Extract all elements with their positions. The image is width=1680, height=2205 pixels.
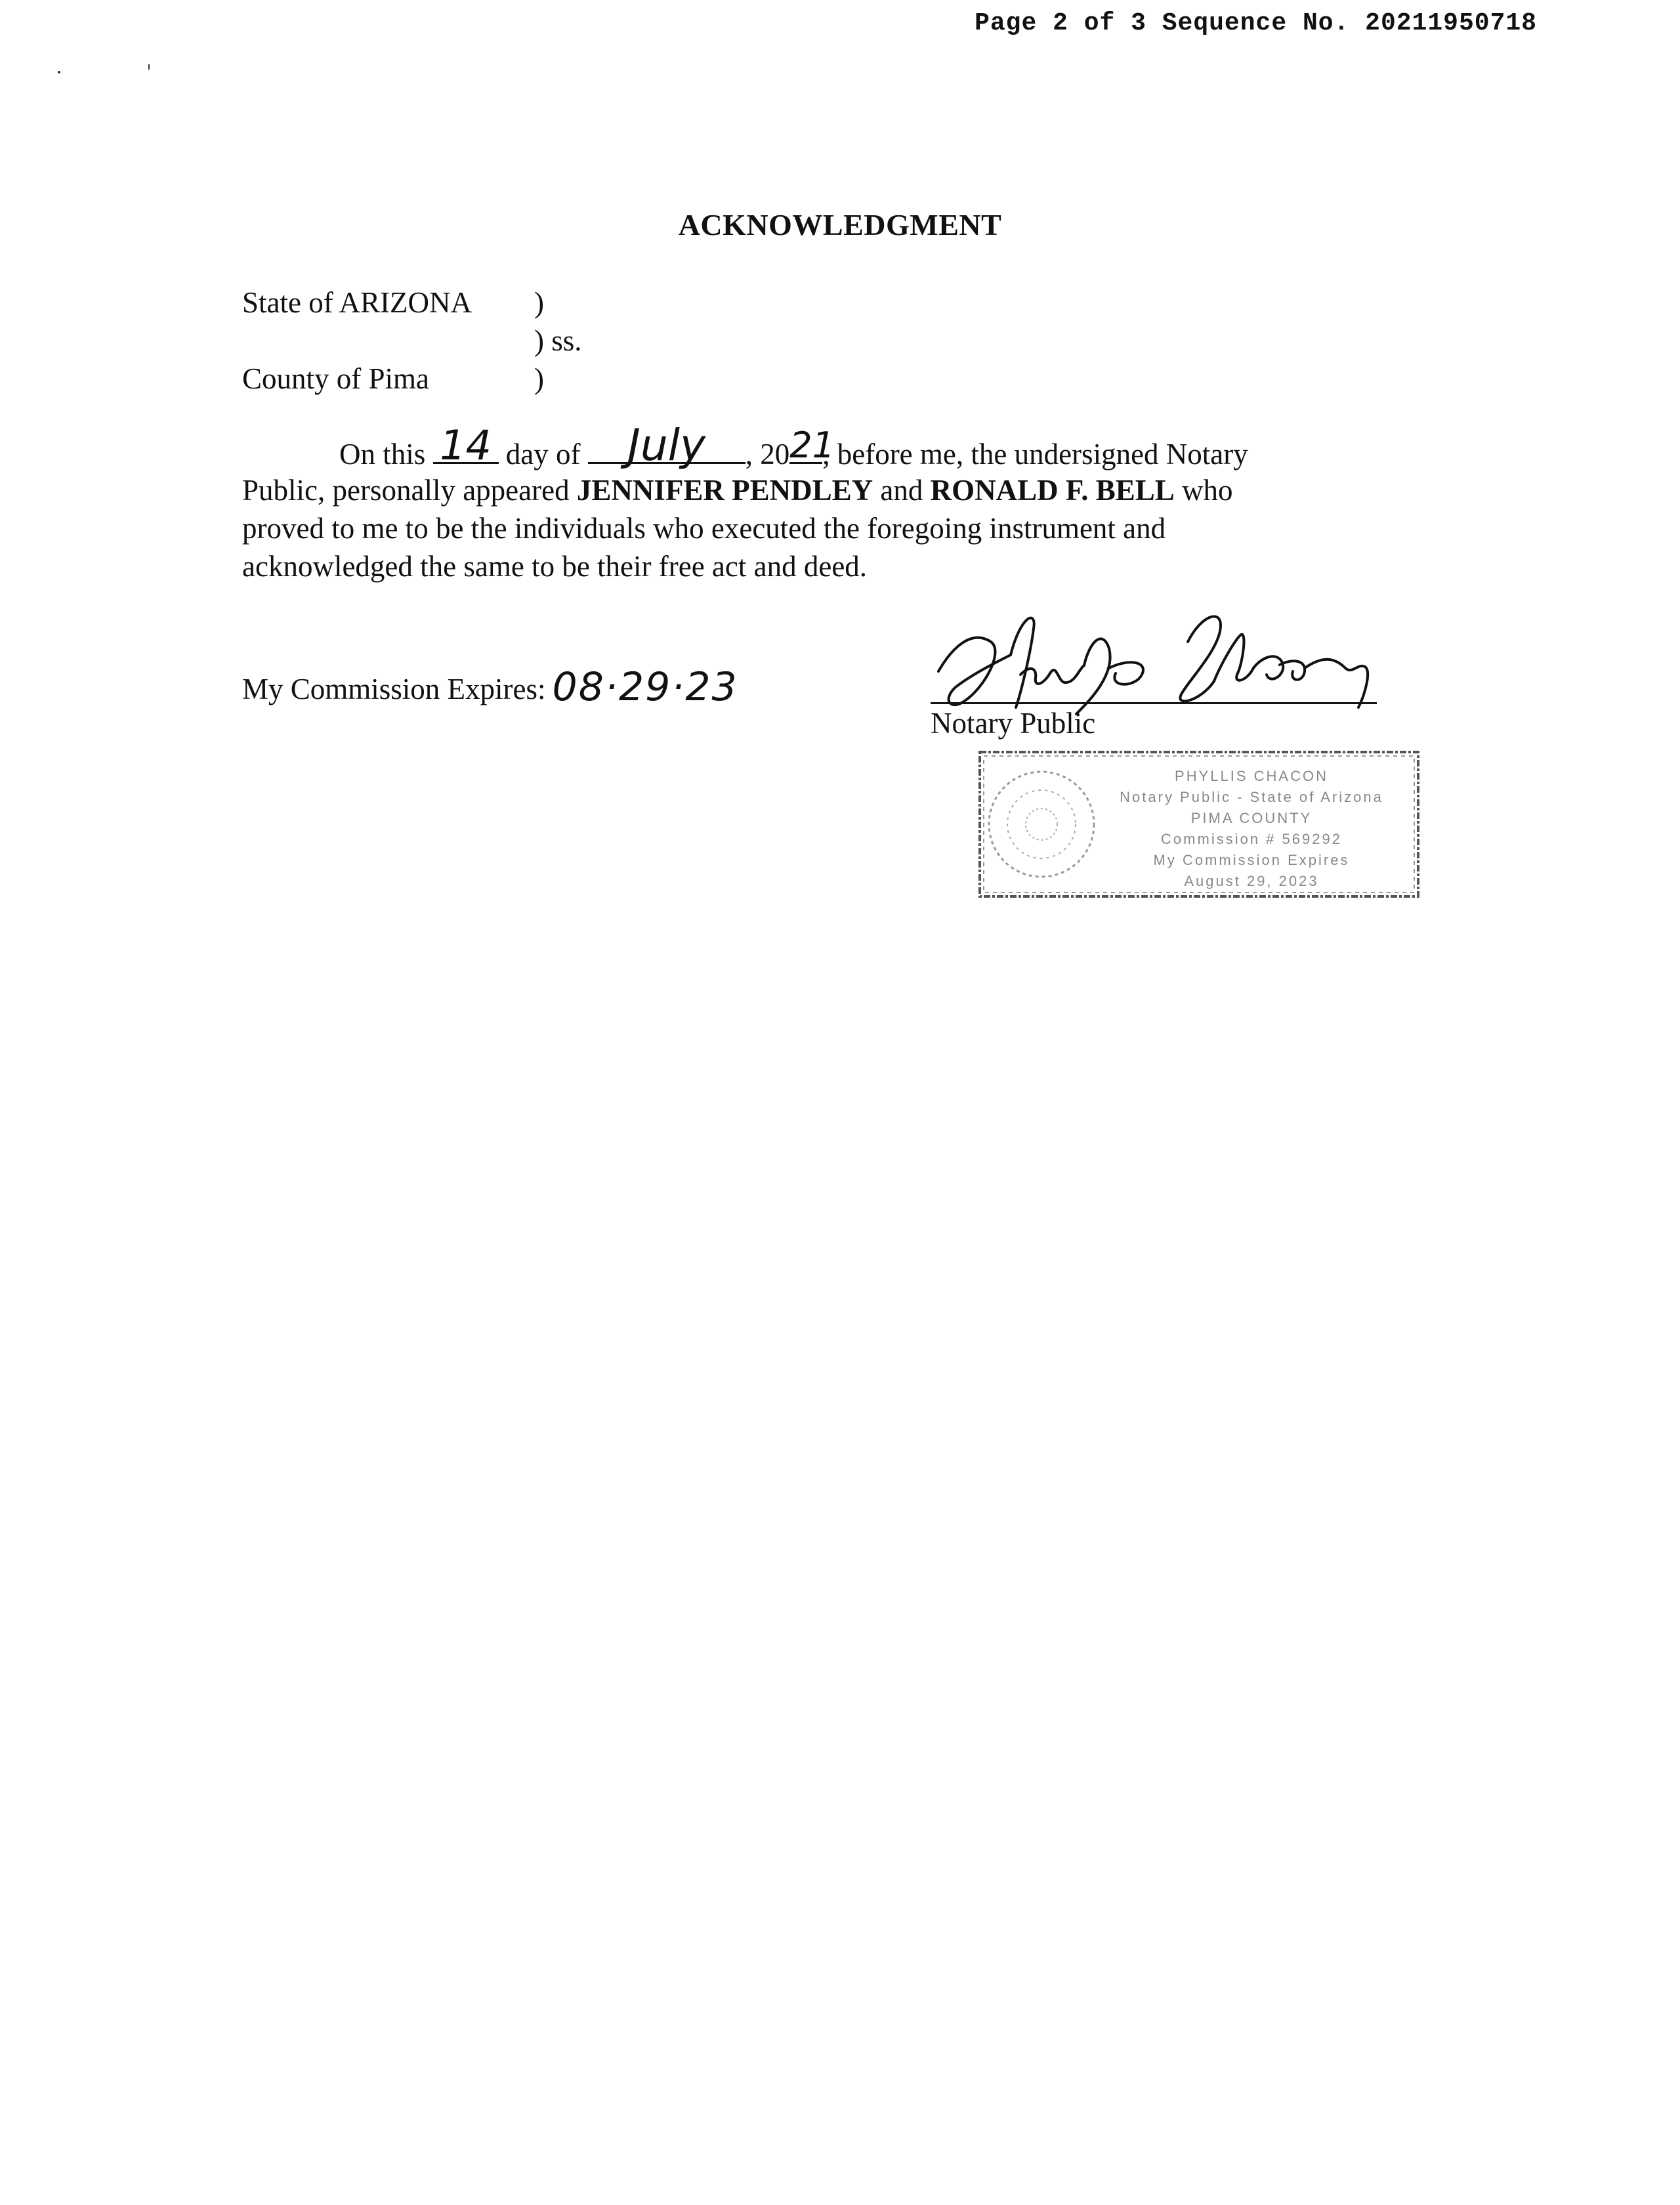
stamp-line-5: My Commission Expires (1153, 852, 1350, 868)
county-label: County of Pima (242, 362, 430, 395)
commission-expires (242, 663, 738, 709)
line2-end-text: who (1174, 474, 1233, 507)
stamp-line-3: PIMA COUNTY (1190, 810, 1312, 826)
year-value: 21 (789, 425, 835, 466)
notary-public-label: Notary Public (931, 707, 1096, 740)
document-title: ACKNOWLEDGMENT (678, 208, 1002, 242)
acknowledgment-paragraph (242, 420, 1358, 585)
paragraph-line-2 (242, 471, 1358, 509)
line2-start-text: Public, personally appeared (242, 474, 577, 507)
stamp-line-2: Notary Public - State of Arizona (1120, 789, 1383, 805)
signature-line (931, 702, 1377, 704)
stamp-line-6: August 29, 2023 (1184, 873, 1319, 889)
year-prefix-text: , 20 (745, 438, 790, 471)
and-text: and (873, 474, 931, 507)
person-2-name: RONALD F. BELL (930, 474, 1175, 507)
stamp-line-4: Commission # 569292 (1161, 831, 1342, 847)
stamp-line-1: PHYLLIS CHACON (1175, 768, 1328, 784)
month-fill-line (588, 420, 746, 471)
on-this-text: On this (339, 438, 426, 471)
ss-label: ) ss. (534, 324, 582, 357)
state-paren: ) (534, 286, 544, 319)
notary-seal-stamp (976, 748, 1422, 900)
county-paren: ) (534, 362, 544, 395)
month-value: July (627, 420, 706, 471)
day-of-text: day of (505, 438, 581, 471)
person-1-name: JENNIFER PENDLEY (576, 474, 873, 507)
scan-specks (56, 63, 161, 76)
state-label: State of ARIZONA (242, 286, 472, 319)
paragraph-line-1 (242, 420, 1358, 471)
paragraph-line-4: acknowledged the same to be their free act and deed. (242, 550, 868, 583)
day-fill-line (433, 421, 499, 469)
year-fill-line (789, 425, 835, 466)
paragraph-line-3: proved to me to be the individuals who executed the foregoing instrument and (242, 512, 1166, 545)
day-value: 14 (440, 421, 492, 469)
commission-label: My Commission Expires: (242, 673, 546, 705)
after-year-text: , before me, the undersigned Notary (822, 438, 1248, 471)
page-sequence-header: Page 2 of 3 Sequence No. 20211950718 (975, 9, 1537, 37)
commission-date: 08·29·23 (552, 664, 738, 710)
